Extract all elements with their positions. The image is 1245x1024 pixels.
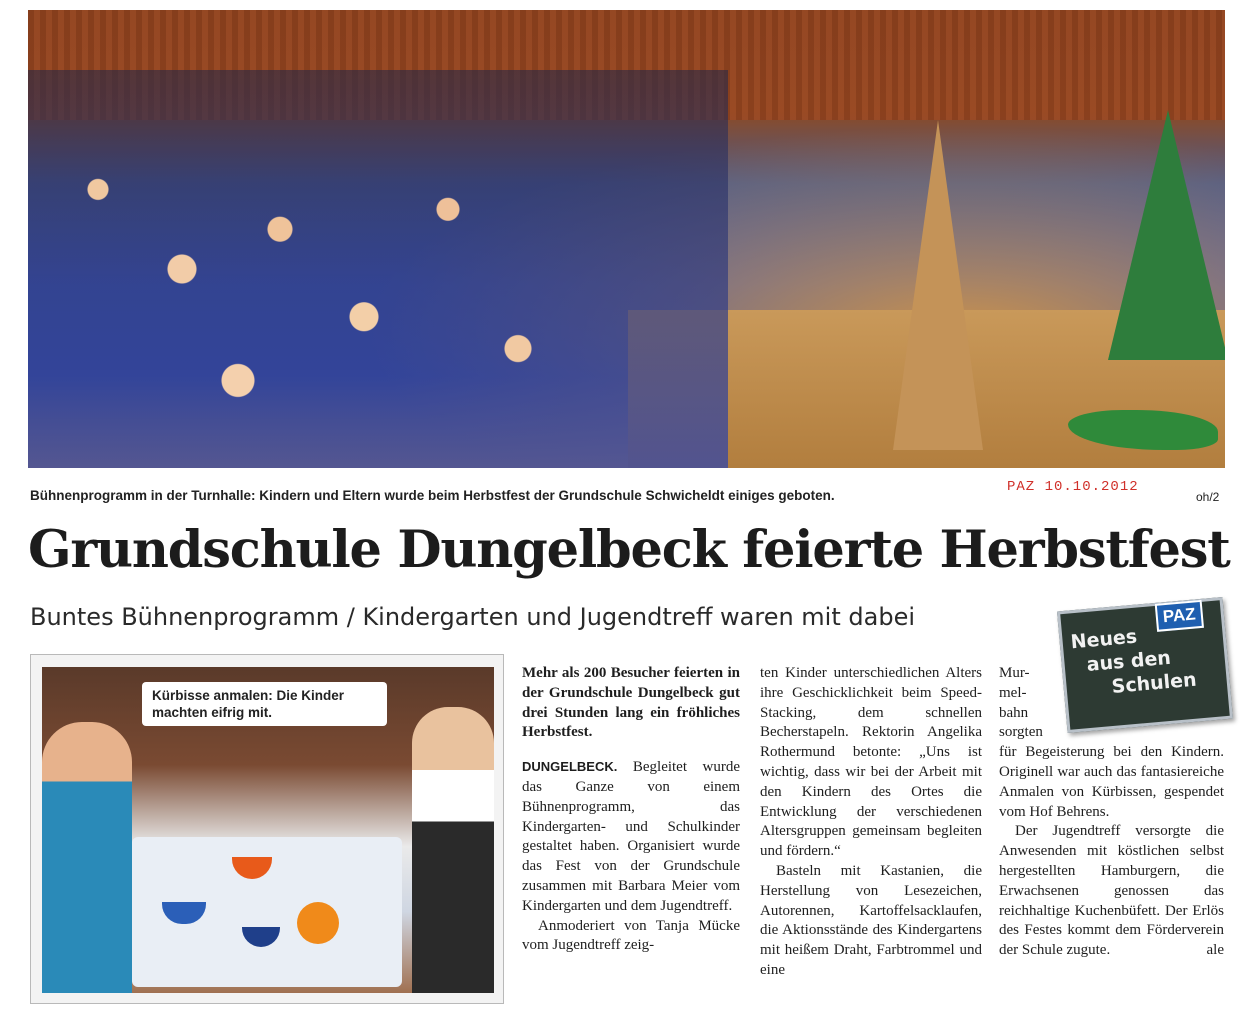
author-signature: ale xyxy=(1206,942,1224,959)
audience-crowd xyxy=(28,70,728,468)
cardboard-tree xyxy=(893,120,983,450)
date-stamp: PAZ 10.10.2012 xyxy=(1007,479,1139,495)
dateline: DUNGELBECK. xyxy=(522,759,618,775)
article-paragraph-3: Basteln mit Kastanien, die Herstellung von Lesezeichen, Autorennen, Kartoffelsacklaufen, die Aktionsstände des Kindergartens mit heißem Draht, Farbtrommel und eine xyxy=(760,862,982,978)
photo2-caption: Kürbisse anmalen: Die Kinder machten eifrig mit. xyxy=(142,682,387,726)
woman-right xyxy=(412,707,494,993)
article-p4-line-d: sorgten xyxy=(999,724,1043,741)
photo-credit: oh/2 xyxy=(1196,490,1220,504)
article-column-3 xyxy=(999,664,1224,961)
article-p1-text: Begleitet wurde das Ganze von einem Bühnenprogramm, das Kindergarten- und Schulkinder gestaltet haben. Organisiert wurde das Fest von der Grundschule zusammen mit Barbara Meier vom Kindergarten und dem Jugendtreff. xyxy=(522,759,741,914)
subheadline: Buntes Bühnenprogramm / Kindergarten und Jugendtreff waren mit dabei xyxy=(30,603,915,631)
paz-logo: PAZ xyxy=(1155,600,1204,632)
article-column-2 xyxy=(760,664,982,981)
green-tree-prop xyxy=(1108,110,1225,360)
article-p4-line-b: mel- xyxy=(999,684,1027,701)
stage-photo xyxy=(28,10,1225,468)
article-p2-start: Anmoderiert von Tanja Mücke vom Jugendtreff zeig- xyxy=(522,917,740,954)
article-p4-line-c: bahn xyxy=(999,704,1029,721)
article-p2-cont: ten Kinder unterschiedlichen Alters ihre Geschicklichkeit beim Speed-Stacking, dem schnellen Becherstapeln. Rektorin Angelika Rothermund betonte: „Uns ist wichtig, dass wir bei der Arbeit mit den Kindern des Ortes die Entwicklung der verschiedenen Altersgruppen gemeinsam begleiten und fördern.“ xyxy=(760,665,982,860)
pumpkin-painting-photo xyxy=(42,667,494,993)
article-paragraph-5: Der Jugendtreff versorgte die Anwesenden mit köstlichen selbst hergestellten Hamburgern, die Erwachsenen genossen das reichhaltige Kuchenbüfett. Der Erlös des Festes kommt dem Förderverein der Schule zugute. xyxy=(999,823,1224,959)
pumpkin-photo-frame xyxy=(30,654,504,1004)
badge-line-2: aus den xyxy=(1085,646,1172,677)
article-p4-text: für Begeisterung bei den Kindern. Originell war auch das fantasiereiche Anmalen von Kürbissen, gespendet vom Hof Behrens. xyxy=(999,744,1224,820)
article-paragraph-1 xyxy=(522,757,740,916)
article-column-1 xyxy=(522,664,740,956)
article-p4-line-a: Mur- xyxy=(999,665,1030,681)
badge-line-3: Schulen xyxy=(1110,668,1198,698)
badge-line-1: Neues xyxy=(1069,625,1138,654)
woman-left xyxy=(42,722,132,993)
photo-caption: Bühnenprogramm in der Turnhalle: Kindern und Eltern wurde beim Herbstfest der Grundschule Schwicheldt einiges geboten. xyxy=(30,488,835,503)
painted-pumpkin xyxy=(297,902,339,944)
headline: Grundschule Dungelbeck feierte Herbstfest xyxy=(28,520,1230,580)
article-lead: Mehr als 200 Besucher feierten in der Grundschule Dungelbeck gut drei Stunden lang ein fröhliches Herbstfest. xyxy=(522,665,740,741)
